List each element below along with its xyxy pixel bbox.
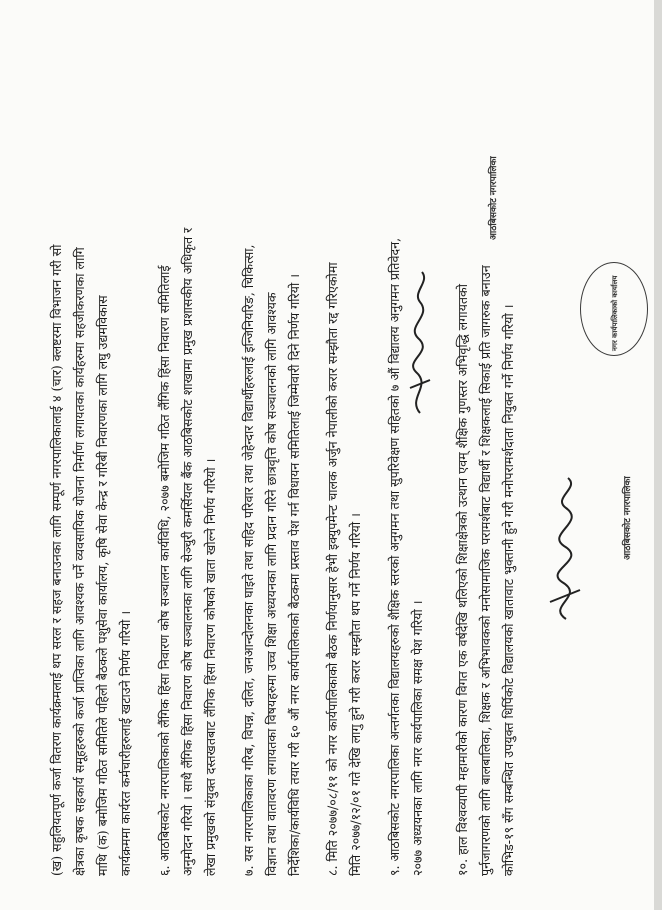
paragraph-7: [237, 44, 306, 876]
text-line: ७. यस नगरपालिकाका गरिब, विपन्न, दलित, जनआन्दोलनका घाइते तथा सहिद परिवार तथा जेहेन्दार विद्यार्थीहरुलाई इन्जिनियरिङ, चिकित्सा,: [241, 244, 256, 876]
text-line: अनुमोदन गरियो । साथै लैंगिक हिंसा निवारण कोष सञ्चालनका लागि सेञ्चुरी कमर्सियल बैंक आठबिसकोट शाखामा प्रमुख प्रशासकीय अधिकृत र: [180, 227, 195, 876]
paragraph-8: [321, 44, 367, 876]
text-line: ९. आठबिसकोट नगरपालिका अन्तर्गतका विद्यालयहरुको शैक्षिक स्तरको अनुगमन तथा सुपरिवेक्षण सहितको ७ औं विद्यालय अनुगमन प्रतिवेदन,: [387, 237, 402, 876]
round-stamp-label: नगर कार्यपालिकाको कार्यालय: [611, 275, 619, 351]
text-line: पुर्नजागरणको लागि बालबालिका, शिक्षक र अभिभावकको मनोसामाजिक परामर्शबाट विद्यार्थी र शिक्षकलाई सिकाई प्रति जागरुक बनाउन: [478, 265, 493, 876]
seal-label: आठबिसकोट नगरपालिका: [489, 156, 499, 240]
text-line: १०. हाल विश्वव्यापी महामारीको कारण विगत एक वर्षदेखि थलिएको शिक्षाक्षेत्रको उत्थान एवम् शैक्षिक गुणस्तर अभिवृद्धि लगायतको: [455, 284, 470, 876]
page-edge-shadow: [654, 0, 662, 910]
paragraph-6: [153, 44, 222, 876]
text-line: विज्ञान तथा वातावरण लगायतका विषयहरुमा उच्च शिक्षा अध्ययनका लागि प्रदान गरिने छात्रवृत्ति कोष सञ्चालनको लागि आवश्यक: [264, 292, 279, 876]
text-line: माथि (क) बमोजिम गठित समितिले पहिलो बैठकले पशुसेवा कार्यालय, कृषि सेवा केन्द्र र गरिबी निवारणका लागि लघु उद्यमविकास: [95, 295, 110, 876]
official-seal-lower: [620, 476, 633, 560]
round-stamp-text: [611, 276, 620, 351]
text-line: ८. मिति २०७७/०८/११ को नगर कार्यपालिकाको बैठक निर्णयानुसार हेभी इक्युपमेन्ट चालक अर्जुन नेपालीको करार सम्झौता रद्द गरिएकोमा: [325, 262, 340, 876]
signature-upper: [402, 268, 438, 418]
text-line: कार्यक्रममा कार्यरत कर्मचारीहरुलाई खटाउने निर्णय गरियो ।: [118, 610, 133, 876]
paragraph-5-kha: [45, 44, 137, 876]
signature-lower: [536, 474, 596, 624]
seal-label: आठबिसकोट नगरपालिका: [623, 476, 633, 560]
text-line: निर्देशिका/कार्यविधि तयार गरी ६० औं नगर कार्यपालिकाको बैठकमा प्रस्ताव पेश गर्न विधायन समितिलाई जिम्मेवारी दिने निर्णय गरियो ।: [287, 273, 302, 876]
rotated-document-body: [31, 20, 631, 890]
text-line: मिति २०७७/१२/०१ गते देखि लागु हुने गरी करार सम्झौता थप गर्ने निर्णय गरियो ।: [348, 513, 363, 876]
text-line: ६. आठबिसकोट नगरपालिकाको लैंगिक हिंसा निवारण कोष सञ्चालन कार्यविधि, २०७७ बमोजिम गठित लैंगिक हिंसा निवारण समितिलाई: [157, 265, 172, 876]
text-line: कोभिड-१९ सँग सम्बन्धित उपयुक्त धिर्पिकोट विद्यालयको खातावाट भुक्तानी हुने गरी मनोपरामर्शदाता नियुक्त गर्ने निर्णय गरियो ।: [501, 304, 516, 876]
round-stamp: [580, 262, 648, 356]
paragraph-9: [383, 44, 429, 876]
text-line: क्षेत्रका कृषक सहकार्य समूहहरुको कर्जा प्राप्तिका लागि आवश्यक पर्ने व्यवसायिक योजना निर्माण लगायतका कार्यहरुमा सहजीकरणका लागि: [72, 247, 87, 876]
text-line: २०७७ अध्ययनका लागि नगर कार्यपालिका समक्ष पेश गरियो ।: [410, 600, 425, 876]
text-line: (ख) सहुलियतपूर्ण कर्जा वितरण कार्यक्रमलाई थप सरल र सहज बनाउनका लागि सम्पूर्ण नगरपालिकालाई ४ (चार) क्लष्टरमा विभाजन गरी सो: [49, 244, 64, 876]
official-seal-upper: [486, 156, 499, 240]
text-line: लेखा प्रमुखको संयुक्त दस्तखतबाट लैंगिक हिंसा निवारण कोषको खाता खोल्ने निर्णय गरियो ।: [203, 458, 218, 876]
